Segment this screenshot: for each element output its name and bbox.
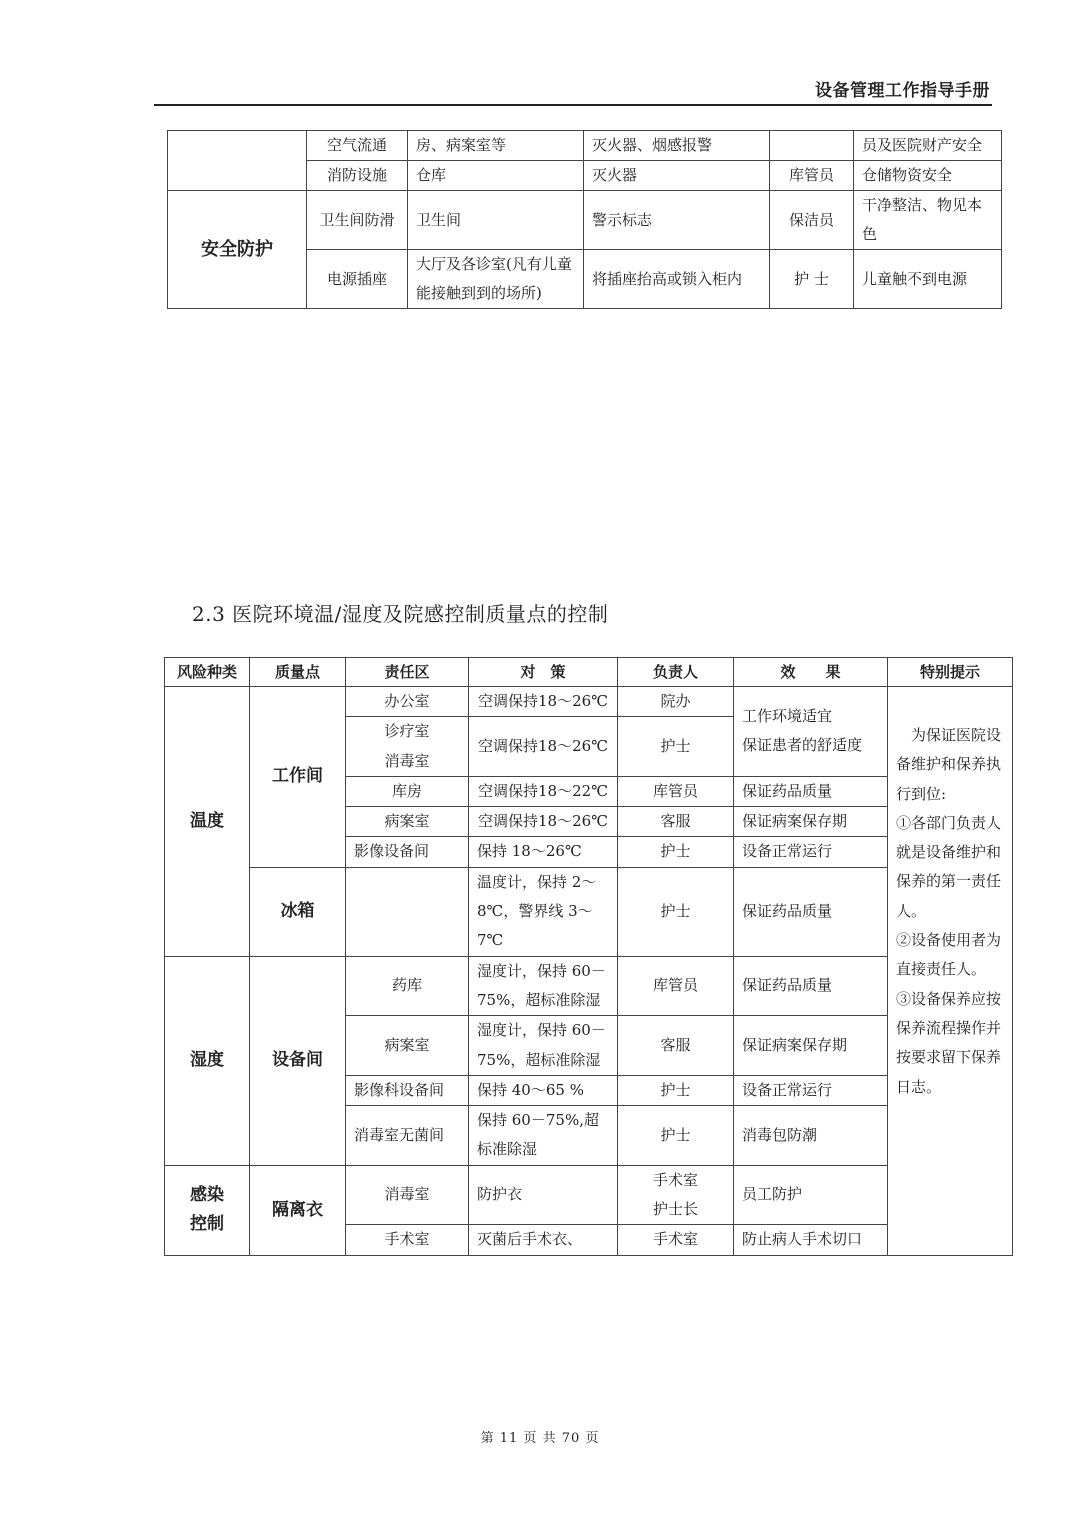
table-cell: 灭火器 bbox=[584, 161, 770, 191]
table-cell: 将插座抬高或锁入柜内 bbox=[584, 250, 770, 309]
quality-point: 冰箱 bbox=[250, 867, 346, 956]
table-cell: 手术室 护士长 bbox=[618, 1165, 734, 1225]
table-cell: 库管员 bbox=[618, 776, 734, 806]
table-cell: 安全防护 bbox=[168, 191, 307, 309]
table-cell: 保持 40～65 % bbox=[469, 1075, 618, 1105]
environment-control-table bbox=[164, 657, 1013, 1256]
table-cell: 灭火器、烟感报警 bbox=[584, 131, 770, 161]
table-cell: 办公室 bbox=[346, 687, 469, 717]
table-cell: 保证药品质量 bbox=[734, 776, 888, 806]
table-cell: 消毒包防潮 bbox=[734, 1106, 888, 1166]
table-row bbox=[168, 131, 1002, 161]
table-header-row bbox=[165, 658, 1013, 687]
table-cell: 消毒室 bbox=[346, 1165, 469, 1225]
table-cell: 卫生间 bbox=[408, 191, 584, 250]
header-divider bbox=[154, 104, 992, 106]
table-cell: 保持 18～26℃ bbox=[469, 837, 618, 867]
table-cell: 空调保持18～26℃ bbox=[469, 717, 618, 777]
table-row bbox=[165, 867, 1013, 956]
table-cell: 灭菌后手术衣、 bbox=[469, 1225, 618, 1255]
page-header-title: 设备管理工作指导手册 bbox=[815, 81, 990, 101]
risk-category: 温度 bbox=[165, 687, 250, 957]
section-title: 2.3 医院环境温/湿度及院感控制质量点的控制 bbox=[192, 602, 609, 626]
table-cell: 护士 bbox=[618, 717, 734, 777]
table-row bbox=[165, 687, 1013, 717]
table-cell: 院办 bbox=[618, 687, 734, 717]
column-header: 负责人 bbox=[618, 658, 734, 687]
table-cell bbox=[770, 131, 854, 161]
table-cell: 干净整洁、物见本色 bbox=[854, 191, 1002, 250]
table-cell: 房、病案室等 bbox=[408, 131, 584, 161]
table-cell bbox=[346, 867, 469, 956]
column-header: 特别提示 bbox=[888, 658, 1013, 687]
table-cell: 保持 60－75%,超标准除湿 bbox=[469, 1106, 618, 1166]
table-cell: 仓储物资安全 bbox=[854, 161, 1002, 191]
table-cell: 员及医院财产安全 bbox=[854, 131, 1002, 161]
table-cell: 库管员 bbox=[770, 161, 854, 191]
table-cell: 影像设备间 bbox=[346, 837, 469, 867]
table-cell: 温度计，保持 2～8℃，警界线 3～7℃ bbox=[469, 867, 618, 956]
table-cell: 护 士 bbox=[770, 250, 854, 309]
table-cell: 湿度计，保持 60－75%，超标准除湿 bbox=[469, 1016, 618, 1076]
quality-point: 隔离衣 bbox=[250, 1165, 346, 1255]
table-cell: 防止病人手术切口 bbox=[734, 1225, 888, 1255]
table-cell: 客服 bbox=[618, 807, 734, 837]
table-cell: 护士 bbox=[618, 1075, 734, 1105]
table-cell: 设备正常运行 bbox=[734, 837, 888, 867]
table-cell: 影像科设备间 bbox=[346, 1075, 469, 1105]
column-header: 对 策 bbox=[469, 658, 618, 687]
table-row bbox=[165, 1165, 1013, 1225]
table-cell: 警示标志 bbox=[584, 191, 770, 250]
table-cell: 保洁员 bbox=[770, 191, 854, 250]
table-cell: 空调保持18～26℃ bbox=[469, 687, 618, 717]
table-cell: 护士 bbox=[618, 837, 734, 867]
table-cell: 保证病案保存期 bbox=[734, 807, 888, 837]
table-row bbox=[168, 191, 1002, 250]
column-header: 质量点 bbox=[250, 658, 346, 687]
table-cell: 库管员 bbox=[618, 956, 734, 1016]
table-cell: 病案室 bbox=[346, 807, 469, 837]
table-cell: 保证药品质量 bbox=[734, 867, 888, 956]
table-cell: 设备正常运行 bbox=[734, 1075, 888, 1105]
page-number: 第 11 页 共 70 页 bbox=[480, 1431, 600, 1446]
table-cell: 病案室 bbox=[346, 1016, 469, 1076]
column-header: 风险种类 bbox=[165, 658, 250, 687]
quality-point: 工作间 bbox=[250, 687, 346, 868]
table-cell: 仓库 bbox=[408, 161, 584, 191]
quality-point: 设备间 bbox=[250, 956, 346, 1165]
table-cell: 药库 bbox=[346, 956, 469, 1016]
special-note: 为保证医院设备维护和保养执行到位: ①各部门负责人就是设备维护和保养的第一责任人。 ②设备使用者为直接责任人。 ③设备保养应按保养流程操作并按要求留下保养日志。 bbox=[888, 687, 1013, 1256]
table-row bbox=[165, 956, 1013, 1016]
table-cell: 员工防护 bbox=[734, 1165, 888, 1225]
table-cell: 大厅及各诊室(凡有儿童能接触到到的场所) bbox=[408, 250, 584, 309]
table-cell: 护士 bbox=[618, 1106, 734, 1166]
table-cell bbox=[168, 131, 307, 191]
table-cell: 保证药品质量 bbox=[734, 956, 888, 1016]
table-cell: 湿度计，保持 60－75%，超标准除湿 bbox=[469, 956, 618, 1016]
table-cell: 儿童触不到电源 bbox=[854, 250, 1002, 309]
table-cell: 消毒室无菌间 bbox=[346, 1106, 469, 1166]
table-cell: 空调保持18～26℃ bbox=[469, 807, 618, 837]
table-cell: 空调保持18～22℃ bbox=[469, 776, 618, 806]
table-cell: 空气流通 bbox=[307, 131, 408, 161]
column-header: 责任区 bbox=[346, 658, 469, 687]
table-cell: 工作环境适宜 保证患者的舒适度 bbox=[734, 687, 888, 777]
table-cell: 库房 bbox=[346, 776, 469, 806]
table-cell: 卫生间防滑 bbox=[307, 191, 408, 250]
table-cell: 保证病案保存期 bbox=[734, 1016, 888, 1076]
column-header: 效 果 bbox=[734, 658, 888, 687]
table-cell: 电源插座 bbox=[307, 250, 408, 309]
table-cell: 诊疗室 消毒室 bbox=[346, 717, 469, 777]
table-cell: 护士 bbox=[618, 867, 734, 956]
risk-category: 感染 控制 bbox=[165, 1165, 250, 1255]
safety-table bbox=[167, 130, 1002, 309]
table-cell: 防护衣 bbox=[469, 1165, 618, 1225]
table-cell: 客服 bbox=[618, 1016, 734, 1076]
table-cell: 手术室 bbox=[618, 1225, 734, 1255]
table-cell: 消防设施 bbox=[307, 161, 408, 191]
risk-category: 湿度 bbox=[165, 956, 250, 1165]
table-cell: 手术室 bbox=[346, 1225, 469, 1255]
